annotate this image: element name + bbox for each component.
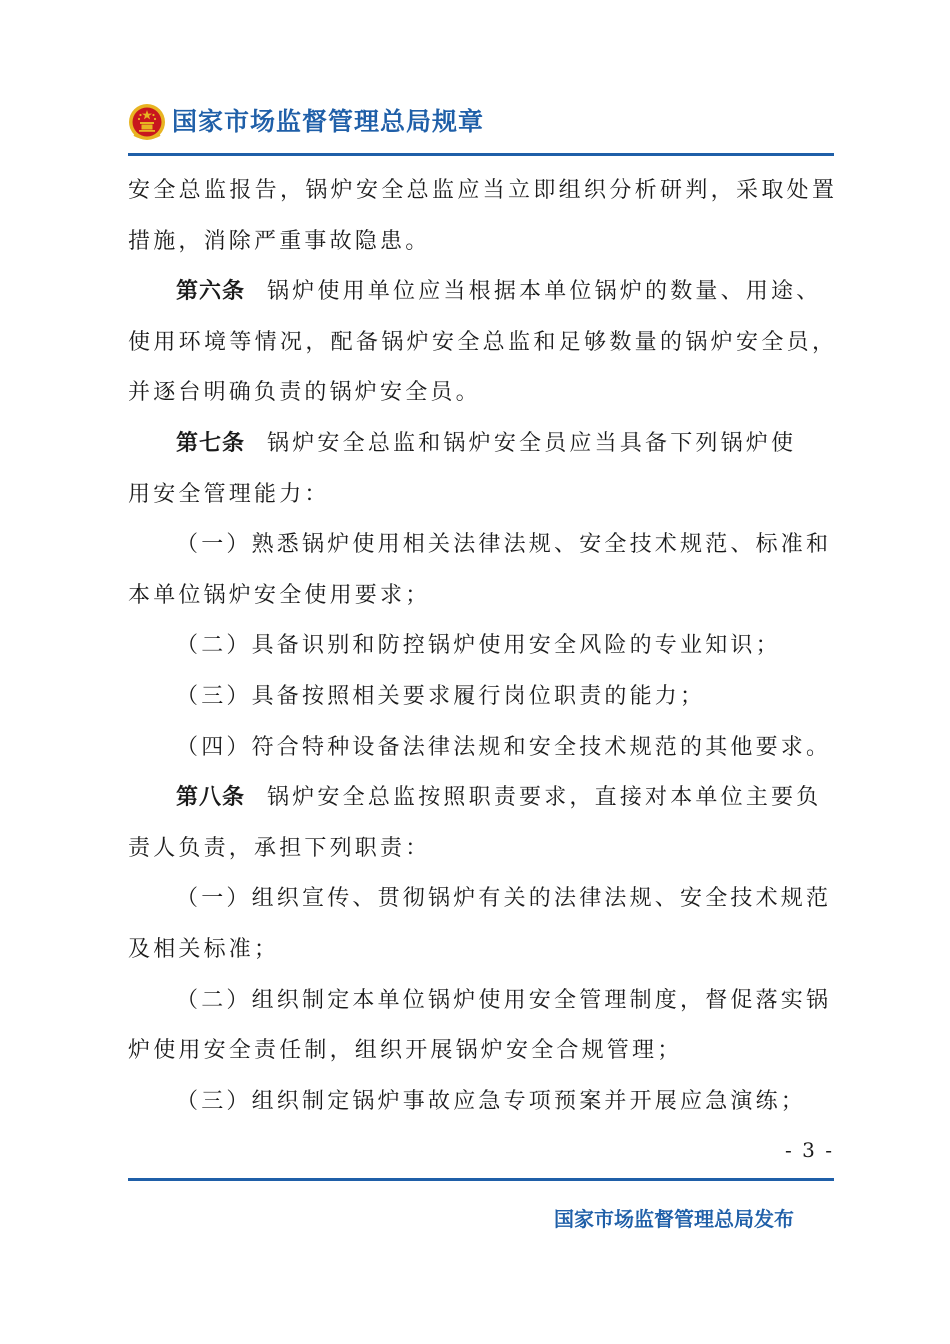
list-item: （二）具备识别和防控锅炉使用安全风险的专业知识； — [176, 633, 781, 659]
footer-divider — [128, 1178, 834, 1181]
list-item: （一）组织宣传、贯彻锅炉有关的法律法规、安全技术规范 — [176, 886, 832, 912]
header-divider — [128, 153, 834, 156]
page-number: - 3 - — [785, 1138, 834, 1162]
text-line: 锅炉安全总监按照职责要求，直接对本单位主要负 — [267, 785, 822, 811]
text-line: 措施，消除严重事故隐患。 — [128, 228, 431, 254]
list-item: （四）符合特种设备法律法规和安全技术规范的其他要求。 — [176, 734, 832, 760]
list-item: （三）组织制定锅炉事故应急专项预案并开展应急演练； — [176, 1088, 807, 1114]
text-line: 并逐台明确负责的锅炉安全员。 — [128, 380, 481, 406]
article-6-line — [128, 267, 834, 318]
text-line: 安全总监报告，锅炉安全总监应当立即组织分析研判，采取处置 — [128, 178, 834, 203]
text-line: 锅炉使用单位应当根据本单位锅炉的数量、用途、 — [267, 279, 822, 305]
text-line: 及相关标准； — [128, 936, 280, 962]
article-7-line — [128, 419, 834, 470]
text-line: 炉使用安全责任制，组织开展锅炉安全合规管理； — [128, 1038, 683, 1064]
article-6-heading: 第六条 — [176, 279, 246, 305]
text-line: 锅炉安全总监和锅炉安全员应当具备下列锅炉使 — [267, 430, 797, 456]
document-body — [128, 166, 834, 1127]
text-line: 责人负责，承担下列职责： — [128, 835, 431, 861]
text-line: 使用环境等情况，配备锅炉安全总监和足够数量的锅炉安全员， — [128, 329, 834, 355]
text-line: 用安全管理能力： — [128, 481, 330, 507]
article-8-line — [128, 773, 834, 824]
header-title: 国家市场监督管理总局规章 — [172, 107, 485, 136]
list-item: （二）组织制定本单位锅炉使用安全管理制度，督促落实锅 — [176, 987, 832, 1013]
article-7-heading: 第七条 — [176, 430, 246, 456]
page-header — [128, 100, 834, 146]
footer-publisher: 国家市场监督管理总局发布 — [554, 1207, 794, 1231]
text-line: 本单位锅炉安全使用要求； — [128, 582, 431, 608]
list-item: （三）具备按照相关要求履行岗位职责的能力； — [176, 683, 706, 709]
list-item: （一）熟悉锅炉使用相关法律法规、安全技术规范、标准和 — [176, 532, 832, 558]
national-emblem-icon — [128, 102, 166, 142]
article-8-heading: 第八条 — [176, 785, 246, 811]
